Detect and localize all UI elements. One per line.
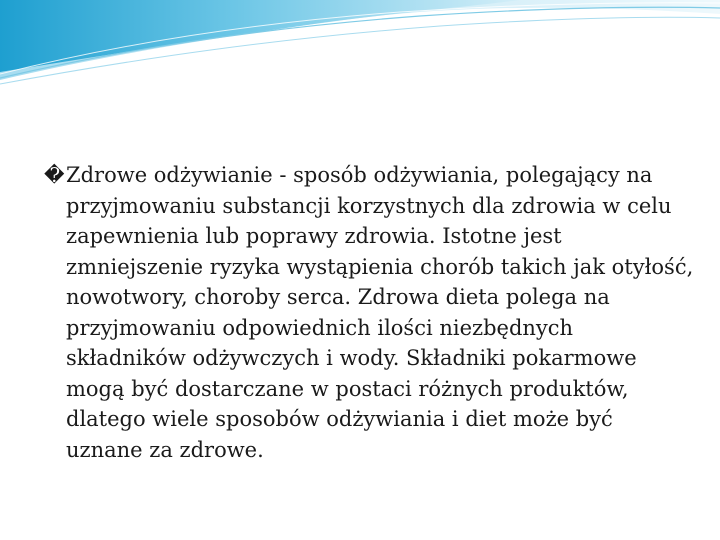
slide-body bbox=[44, 160, 694, 465]
term-heading: Zdrowe odżywianie bbox=[66, 163, 273, 187]
definition-paragraph bbox=[44, 160, 694, 465]
bullet-icon: � bbox=[44, 163, 65, 187]
definition-text: - sposób odżywiania, polegający na przyjmowaniu substancji korzystnych dla zdrowia w celu zapewnienia lub poprawy zdrowia. Istotne jest zmniejszenie ryzyka wystąpienia chorób takich jak otyłość, nowotwory, choroby serca. Zdrowa dieta polega na przyjmowaniu odpowiednich ilości niezbędnych składników odżywczych i wody. Składniki pokarmowe mogą być dostarczane w postaci różnych produktów, dlatego wiele sposobów odżywiania i diet może być uznane za zdrowe. bbox=[66, 163, 694, 462]
header-wave-decoration bbox=[0, 0, 720, 90]
